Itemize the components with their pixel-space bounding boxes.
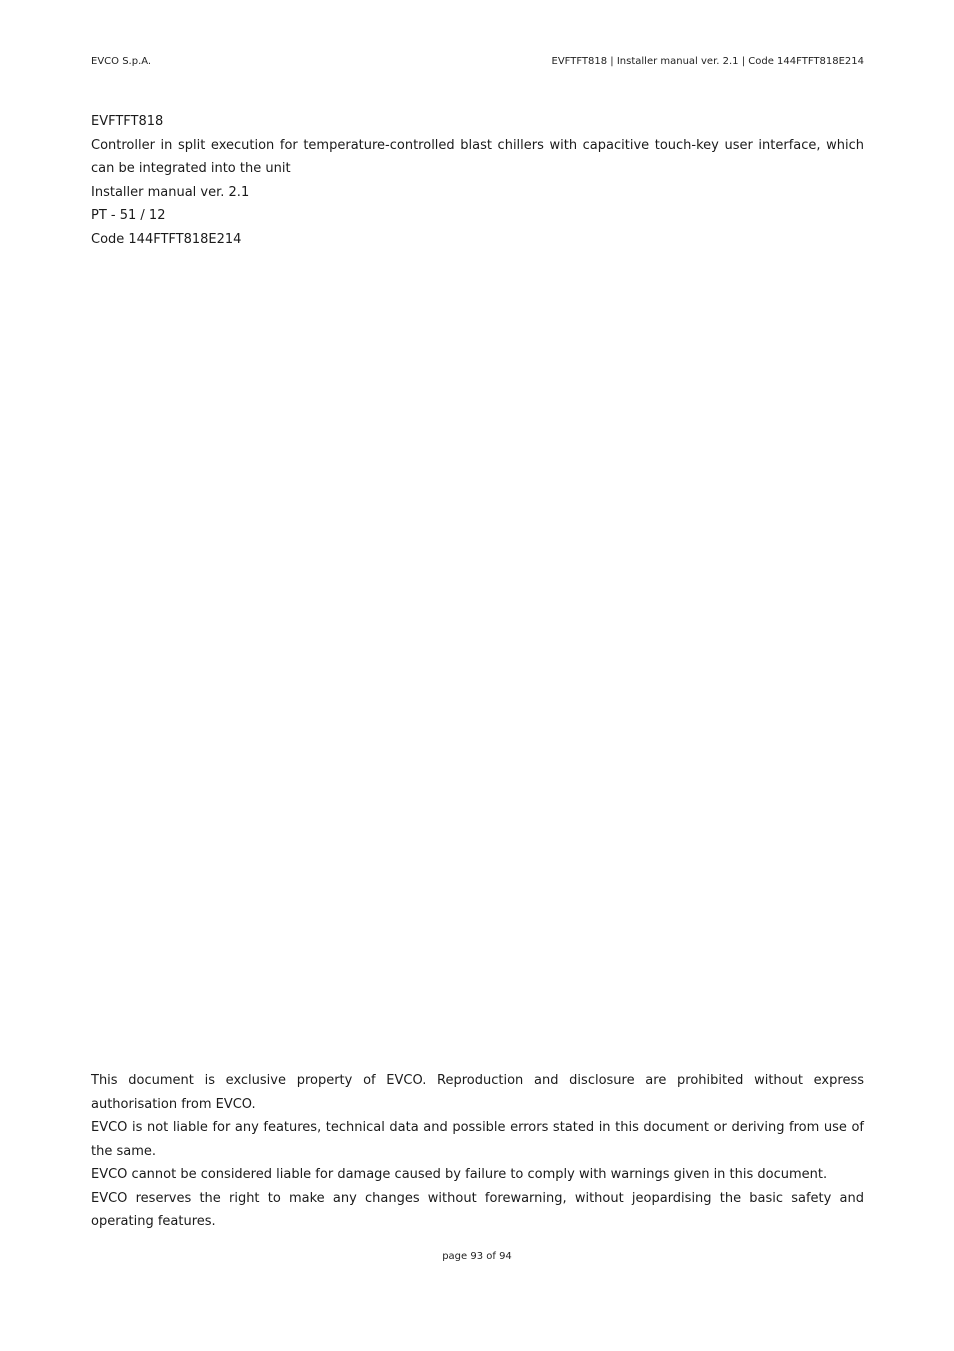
header-company: EVCO S.p.A. — [91, 56, 152, 67]
pt-reference: PT - 51 / 12 — [91, 208, 166, 223]
legal-liability-damage: EVCO cannot be considered liable for damage caused by failure to comply with warnings given in this document. — [91, 1167, 828, 1182]
header-doc-ref: EVFTFT818 | Installer manual ver. 2.1 | Code 144FTFT818E214 — [551, 56, 864, 67]
product-info — [91, 110, 864, 251]
legal-property: This document is exclusive property of EVCO. Reproduction and disclosure are prohibited without express authorisation from EVCO. — [91, 1073, 864, 1112]
legal-liability-data: EVCO is not liable for any features, technical data and possible errors stated in this document or deriving from use of the same. — [91, 1120, 864, 1159]
product-description: Controller in split execution for temperature-controlled blast chillers with capacitive touch-key user interface, which can be integrated into the unit — [91, 137, 864, 176]
product-name: EVFTFT818 — [91, 114, 164, 129]
manual-version: Installer manual ver. 2.1 — [91, 184, 250, 200]
document-code: Code 144FTFT818E214 — [91, 231, 242, 247]
page-number: page 93 of 94 — [442, 1251, 512, 1262]
legal-notice — [91, 1069, 864, 1234]
legal-changes: EVCO reserves the right to make any changes without forewarning, without jeopardising the basic safety and operating features. — [91, 1190, 864, 1229]
